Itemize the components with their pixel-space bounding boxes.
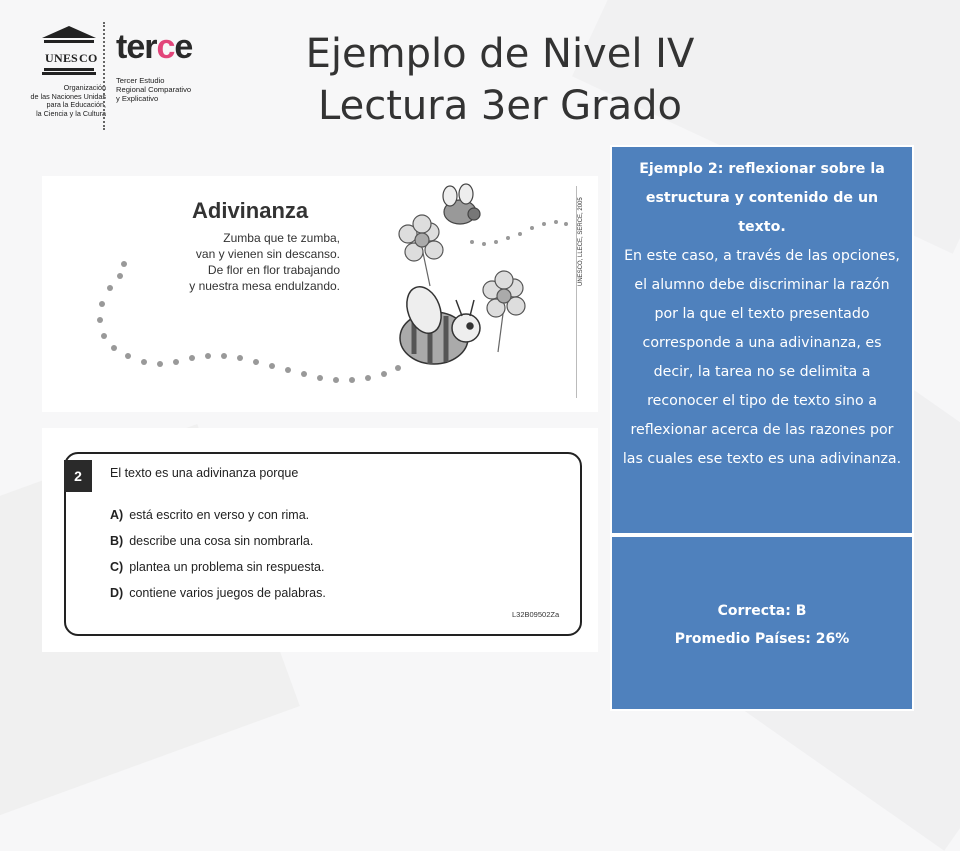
svg-text:E: E (63, 51, 72, 65)
reading-title: Adivinanza (192, 198, 309, 223)
question-stem: El texto es una adivinanza porque (110, 466, 299, 480)
explanation-heading: Ejemplo 2: reflexionar sobre la estructura y contenido de un texto. (639, 161, 885, 235)
title-line-1: Ejemplo de Nivel IV (305, 31, 695, 77)
reading-figure (42, 176, 598, 412)
question-code: L32B09502Za (512, 610, 560, 619)
page-title (240, 28, 760, 132)
terce-wordmark: terce (116, 28, 193, 66)
bee-illustration (42, 176, 598, 412)
terce-logo (116, 30, 216, 103)
answer-panel (610, 535, 914, 711)
option-c: C) plantea un problema sin respuesta. (110, 560, 325, 574)
svg-text:N: N (54, 51, 63, 65)
unesco-caption: Organización de las Naciones Unidas para la Educación, la Ciencia y la Cultura (30, 83, 106, 118)
option-a: A) está escrito en verso y con rima. (110, 508, 310, 522)
svg-text:O: O (88, 51, 98, 65)
question-figure (42, 428, 598, 652)
unesco-temple-icon (40, 24, 98, 76)
flower-icon (399, 215, 443, 286)
svg-text:S: S (71, 51, 78, 65)
poem: Zumba que te zumba, van y vienen sin descanso. De flor en flor trabajando y nuestra mesa endulzando. (189, 231, 340, 293)
country-average: Promedio Países: 26% (674, 631, 850, 647)
divider (576, 186, 577, 398)
title-line-2: Lectura 3er Grado (318, 83, 682, 129)
small-bee-icon (443, 184, 480, 224)
terce-caption: Tercer Estudio Regional Comparativo y Explicativo (116, 76, 192, 103)
copyright-note: UNESCO, LLECE, SERCE, 2005 (578, 197, 584, 286)
logo-divider (103, 22, 105, 130)
big-bee-icon (400, 282, 480, 364)
svg-text:U: U (45, 51, 54, 65)
svg-text:C: C (79, 51, 88, 65)
explanation-body: En este caso, a través de las opciones, el alumno debe discriminar la razón por la que el texto presentado corresponde a una adivinanza, es decir, la tarea no se delimita a reconocer el tipo de texto sino a reflexionar acerca de las razones por las cuales ese texto es una adivinanza. (622, 248, 902, 467)
option-b: B) describe una cosa sin nombrarla. (110, 534, 314, 548)
explanation-panel (610, 145, 914, 535)
question-number: 2 (64, 460, 92, 492)
flower-icon (483, 271, 525, 352)
option-d: D) contiene varios juegos de palabras. (110, 586, 326, 600)
correct-answer: Correcta: B (717, 603, 807, 619)
